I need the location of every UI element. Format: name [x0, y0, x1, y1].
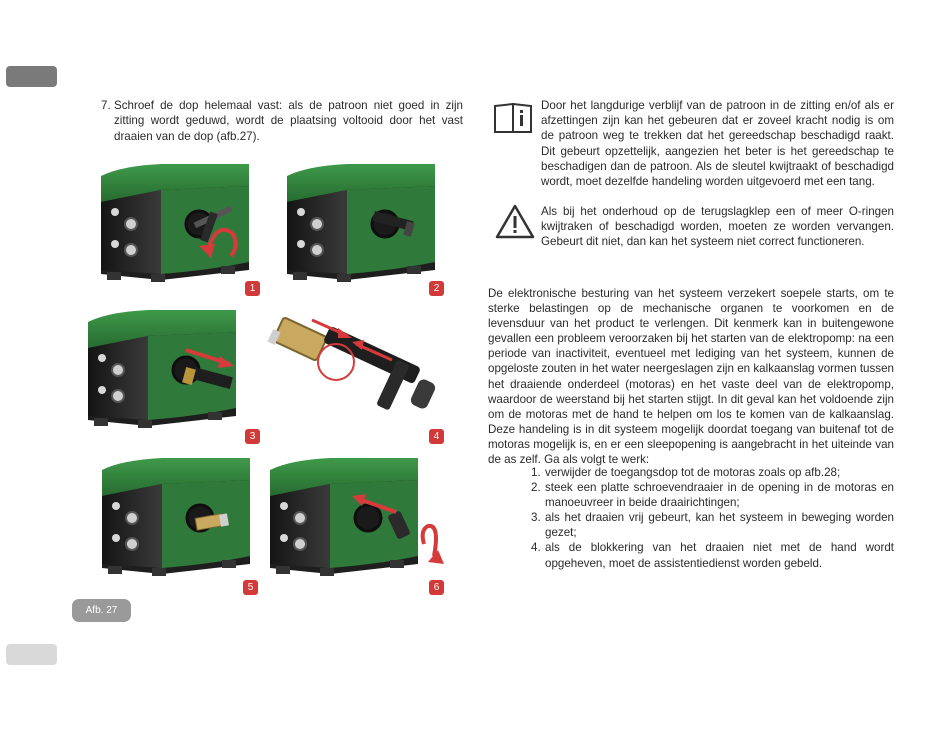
list-item-number: 1. [531, 466, 541, 479]
figure-panel-2 [285, 160, 447, 300]
warning-triangle-icon [495, 204, 535, 240]
warning-note-text: Als bij het onderhoud op de terugslagklep een of meer O-ringen kwijtraken of beschadigd worden, moeten ze worden vervangen. Gebeurt dit niet, dan kan het systeem niet correct functioneren. [541, 205, 894, 249]
figure-panel-5 [100, 454, 260, 594]
step-7 [101, 98, 463, 144]
procedure-list [531, 465, 894, 571]
panel-badge-3: 3 [245, 429, 260, 444]
list-item [531, 540, 894, 570]
list-item-text: als het draaien vrij gebeurt, kan het systeem in beweging worden gezet; [545, 511, 894, 540]
list-item-text: als de blokkering van het draaien niet met de hand wordt opgeheven, moet de assistentiedienst worden gebeld. [545, 541, 894, 570]
figure-panel-6 [268, 454, 448, 594]
figure-panel-4 [266, 316, 446, 428]
panel-badge-2: 2 [429, 281, 444, 296]
book-info-icon [493, 102, 535, 134]
list-item [531, 510, 894, 540]
list-item-number: 4. [531, 541, 541, 555]
panel-badge-4: 4 [429, 429, 444, 444]
list-item-number: 3. [531, 511, 541, 525]
page-tab-bottom [6, 644, 57, 665]
step-7-number: 7. [101, 99, 111, 112]
panel-badge-6: 6 [429, 580, 444, 595]
cartridge-detail-icon [267, 317, 437, 411]
info-note-text: Door het langdurige verblijf van de patroon in de zitting en/of als er afzettingen zijn kan het gebeuren dat er zoveel kracht nodig is om de patroon weg te trekken dat het gereedschap beschadigd raakt. Dit gebeurt opzettelijk, aangezien het beter is het gereedschap te beschadigen dan de patroon. Als de sleutel kwijtraakt of beschadigd wordt, moet dezelfde handeling worden uitgevoerd met een tang. [541, 99, 894, 189]
figure-panel-3 [86, 306, 250, 446]
step-7-text: Schroef de dop helemaal vast: als de patroon niet goed in zijn zitting wordt geduwd, wordt de plaatsing voltooid door het vast draaien van de dop (afb.27). [114, 99, 463, 143]
list-item-text: steek een platte schroevendraaier in de opening in de motoras en manoeuvreer in beide draairichtingen; [545, 481, 894, 510]
panel-badge-1: 1 [245, 281, 260, 296]
panel-badge-5: 5 [243, 580, 258, 595]
list-item [531, 480, 894, 510]
body-paragraph: De elektronische besturing van het systeem verzekert soepele starts, om te sterke belastingen op de mechanische organen te voorkomen en de levensduur van het product te verlengen. Dit kenmerk kan in buitengewone gevallen een probleem veroorzaken bij het starten van de elektropomp: na een periode van inactiviteit, eventueel met lediging van het systeem, kunnen de opgeloste zouten in het water neergeslagen zijn en kalkaanslag vormen tussen het draaiende onderdeel (motoras) en het vaste deel van de elektropomp, waardoor de weerstand bij het starten stijgt. In dit geval kan het voldoende zijn om de motoras met de hand te helpen om los te komen van de kalkaanslag. Deze handeling is in dit systeem mogelijk doordat toegang van buitenaf tot de motoras mogelijk is, en er een sleepopening is aangebracht in het uiteinde van de as zelf. Ga als volgt te werk: [488, 287, 894, 467]
figure-panel-1 [99, 160, 261, 300]
figure-caption: Afb. 27 [72, 599, 131, 622]
list-item-text: verwijder de toegangsdop tot de motoras zoals op afb.28; [545, 466, 841, 479]
page-tab-top [6, 66, 57, 87]
highlight-circle-icon [318, 344, 354, 380]
list-item [531, 465, 894, 480]
list-item-number: 2. [531, 481, 541, 495]
rotate-arrow-icon [423, 526, 436, 556]
